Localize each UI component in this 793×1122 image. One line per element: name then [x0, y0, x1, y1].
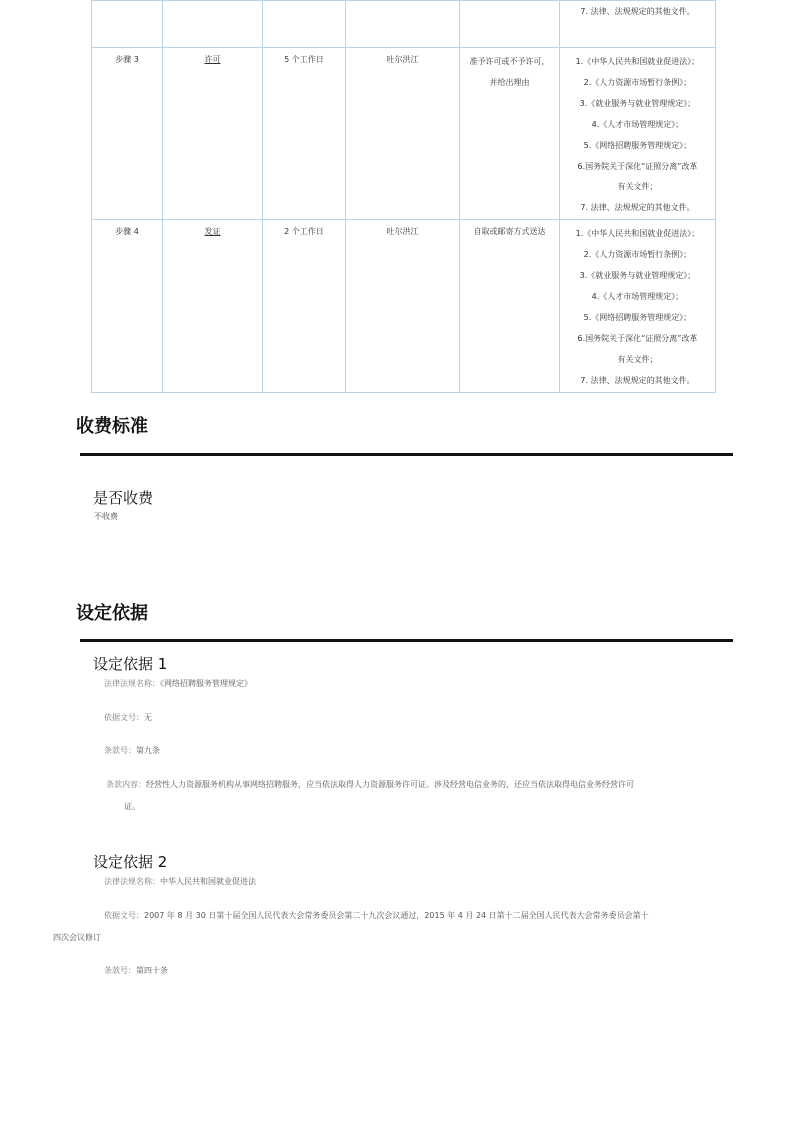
law-name-line — [104, 678, 252, 689]
table-row — [92, 48, 716, 220]
result-line: 并给出理由 — [489, 77, 530, 87]
step-result: 自取或邮寄方式送达 — [473, 227, 546, 237]
step-cell — [92, 1, 163, 48]
fee-section-heading: 收费标准 — [76, 416, 148, 437]
basis-item: 有关文件； — [617, 182, 658, 192]
time-cell — [263, 48, 346, 220]
place-cell — [346, 220, 460, 392]
table-row — [92, 220, 716, 392]
section-divider — [80, 453, 733, 456]
step-place: 吐尔洪江 — [386, 227, 419, 237]
clause-number-value: 第四十条 — [136, 966, 168, 975]
result-cell — [460, 1, 560, 48]
step-time: 2 个工作日 — [284, 227, 324, 237]
name-cell — [163, 220, 263, 392]
procedure-steps-table — [91, 0, 716, 393]
basis-item: 有关文件； — [617, 354, 658, 364]
step-place: 吐尔洪江 — [386, 55, 419, 64]
step-time: 5 个工作日 — [284, 55, 324, 64]
basis-item: 5.《网络招聘服务管理规定》； — [583, 312, 692, 322]
basis-list — [560, 220, 715, 391]
basis-list — [560, 48, 715, 219]
basis-item: 3.《就业服务与就业管理规定》； — [579, 271, 696, 281]
basis-item: 6.国务院关于深化“证照分离”改革 — [577, 333, 698, 343]
time-cell — [263, 220, 346, 392]
time-cell — [263, 1, 346, 48]
clause-number-label: 条款号： — [104, 746, 136, 755]
fee-value: 不收费 — [94, 512, 118, 521]
doc-number-continuation: 四次会议修订 — [53, 933, 101, 942]
basis-item-title: 设定依据 1 — [93, 655, 168, 673]
basis-item: 2.《人力资源市场暂行条例》； — [583, 77, 692, 87]
basis-item: 3.《就业服务与就业管理规定》； — [579, 98, 696, 108]
step-cell — [92, 220, 163, 392]
law-name-label: 法律法规名称： — [104, 877, 160, 886]
doc-number-value: 2007 年 8 月 30 日第十届全国人民代表大会常务委员会第二十九次会议通过，2015 年 4 月 24 日第十二届全国人民代表大会常务委员会第十 — [144, 911, 649, 920]
step-label: 步骤 3 — [115, 55, 139, 64]
basis-cell — [560, 1, 716, 48]
doc-number-label: 依据文号： — [104, 911, 144, 920]
law-name-value: 《网络招聘服务管理规定》 — [160, 679, 252, 688]
basis-section-heading: 设定依据 — [76, 603, 148, 624]
basis-item: 7. 法律、法规规定的其他文件。 — [580, 375, 695, 385]
basis-item: 1.《中华人民共和国就业促进法》； — [575, 229, 700, 239]
step-label: 步骤 4 — [115, 227, 139, 237]
step-cell — [92, 48, 163, 220]
table-row — [92, 1, 716, 48]
place-cell — [346, 48, 460, 220]
fee-sub-heading: 是否收费 — [93, 489, 154, 507]
basis-item: 6.国务院关于深化“证照分离”改革 — [577, 161, 698, 171]
basis-item: 7. 法律、法规规定的其他文件。 — [580, 7, 695, 16]
section-divider — [80, 639, 733, 642]
clause-number-line — [104, 745, 160, 756]
basis-cell — [560, 220, 716, 392]
clause-content-continuation: 证。 — [124, 802, 140, 811]
basis-item: 4.《人才市场管理规定》； — [591, 119, 684, 129]
place-cell — [346, 1, 460, 48]
step-name-link[interactable]: 许可 — [204, 55, 221, 64]
doc-number-line — [104, 712, 152, 723]
clause-number-line — [104, 965, 168, 976]
name-cell — [163, 1, 263, 48]
law-name-line — [104, 876, 256, 887]
clause-content-label: 条款内容： — [106, 780, 146, 789]
result-cell — [460, 220, 560, 392]
law-name-value: 中华人民共和国就业促进法 — [160, 877, 256, 886]
clause-content-value: 经营性人力资源服务机构从事网络招聘服务，应当依法取得人力资源服务许可证。涉及经营电信业务的，还应当依法取得电信业务经营许可 — [146, 780, 634, 789]
basis-item: 2.《人力资源市场暂行条例》； — [583, 250, 692, 260]
clause-number-value: 第九条 — [136, 746, 160, 755]
result-cell — [460, 48, 560, 220]
basis-item: 5.《网络招聘服务管理规定》； — [583, 140, 692, 150]
name-cell — [163, 48, 263, 220]
law-name-label: 法律法规名称： — [104, 679, 160, 688]
doc-number-label: 依据文号： — [104, 713, 144, 722]
step-result — [460, 48, 559, 93]
basis-item: 7. 法律、法规规定的其他文件。 — [580, 203, 695, 213]
clause-number-label: 条款号： — [104, 966, 136, 975]
doc-number-value: 无 — [144, 713, 152, 722]
basis-cell — [560, 48, 716, 220]
basis-item-title: 设定依据 2 — [93, 853, 168, 871]
basis-item: 1.《中华人民共和国就业促进法》； — [575, 57, 700, 66]
result-line: 准予许可或不予许可， — [469, 57, 550, 66]
basis-item: 4.《人才市场管理规定》； — [591, 291, 684, 301]
step-name-link[interactable]: 发证 — [204, 227, 221, 237]
doc-number-line — [104, 910, 649, 921]
clause-content-line — [106, 779, 634, 790]
